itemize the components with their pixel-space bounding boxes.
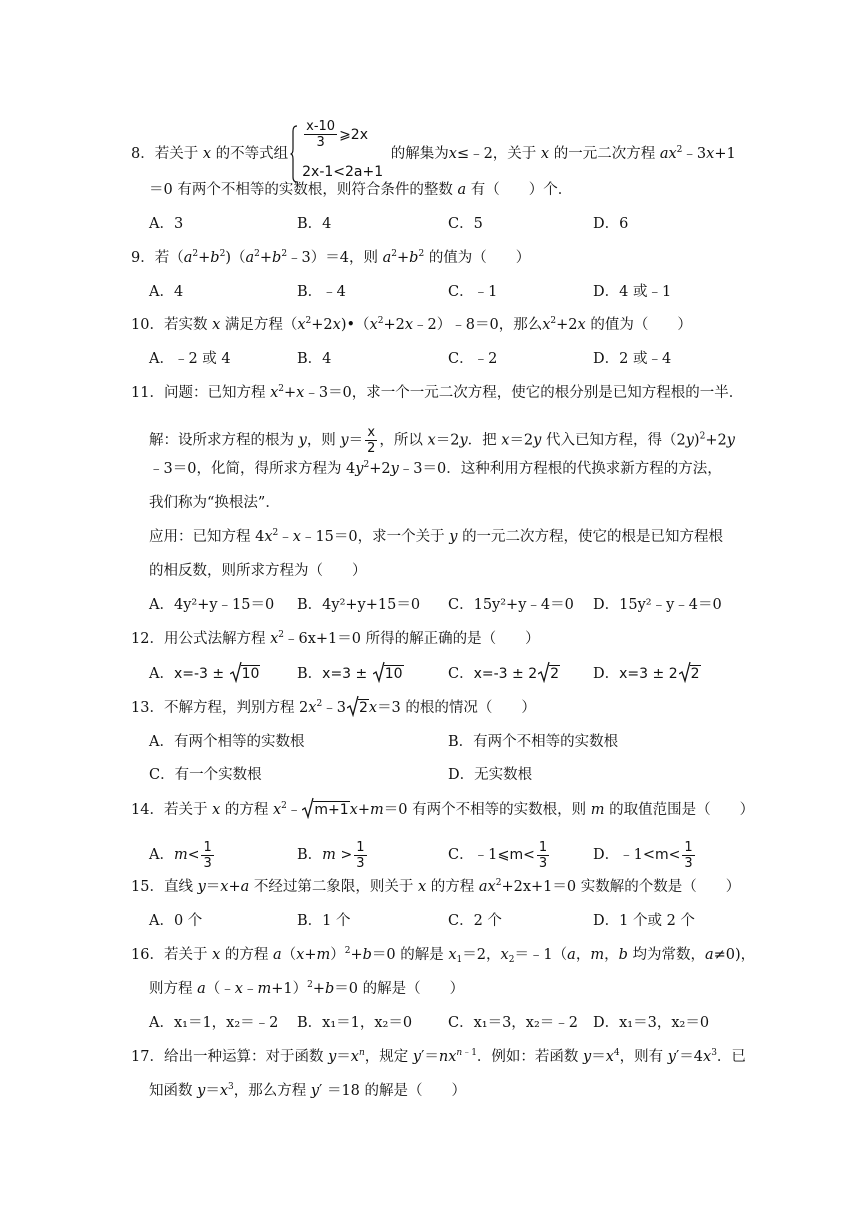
q11-option-b[interactable]: B．4y²+y+15＝0 [297,597,421,613]
q14-option-d[interactable]: D．﹣1<m< $\frac{1}{3}$ [593,839,693,871]
q8-text: 的不等式组 [215,146,289,162]
q16-option-d[interactable]: D．x₁＝3，x₂＝0 [593,1015,710,1031]
fraction: $\frac{x-10}{3}$ [306,119,336,150]
sqrt: m+1 [302,800,349,820]
sqrt: 2 [347,698,369,718]
q8-line1: 8．若关于 x 的不等式组 $\frac{x-10}{3}$ ⩾2x 2x-1<2a+1 的解集为x≤﹣2，关于 x 的一元二次方程 $ax^2﹣3x+1$ [131,125,736,183]
q8-option-c[interactable]: C．5 [448,216,483,232]
q16-line2: 则方程 a（﹣x﹣m+1）$^2$+b＝0 的解是（ ） [149,980,465,997]
q10-option-a[interactable]: A．﹣2 或 4 [149,351,231,367]
q8-option-d[interactable]: D．6 [593,216,629,232]
q9-option-a[interactable]: A．4 [149,284,184,300]
q13-option-b[interactable]: B．有两个不相等的实数根 [448,734,619,750]
q15-stem: 15．直线 y＝x+a 不经过第二象限，则关于 x 的方程 $ax^2+2x+1=0$ 实数解的个数是（ ） [131,878,741,895]
q17-line1: 17．给出一种运算：对于函数 $y=x^n$，规定 $y'=nx^{n﹣1}$．例如：若函数 $y=x^4$，则有 $y'=4x^3$．已 [131,1048,746,1065]
q11-line6: 的相反数，则所求方程为（ ） [149,563,367,579]
q14-option-b[interactable]: B．m > $\frac{1}{3}$ [297,839,365,871]
q15-option-a[interactable]: A．0 个 [149,913,203,929]
q12-option-d[interactable]: D．x=3 ± 2 2 [593,664,701,684]
q16-option-c[interactable]: C．x₁＝3，x₂＝﹣2 [448,1015,579,1031]
q8-text: 8．若关于 [131,146,199,162]
q10-option-b[interactable]: B．4 [297,351,332,367]
q17-line2: 知函数 $y=x^3$，那么方程 y′ ＝18 的解是（ ） [149,1082,467,1099]
q8-text: 的解集为 [390,146,449,162]
q9-stem: 9．若$(a^2+b^2)(a^2+b^2﹣3)=4$，则 $a^2+b^2$ 的值为（ ） [131,249,531,266]
q11-line2: 解：设所求方程的根为 y，则 y＝ $\frac{x}{2}$ ，所以 x＝2y．把 x＝2y 代入已知方程，得（2y)$^2$+2y [149,425,735,456]
q8-option-a[interactable]: A．3 [149,216,184,232]
q11-line4: 我们称为“换根法”． [149,495,280,511]
q9-option-d[interactable]: D．4 或﹣1 [593,284,672,300]
sqrt: 2 [538,664,560,684]
q9-option-b[interactable]: B．﹣4 [297,284,346,300]
q10-stem: 10．若实数 x 满足方程$(x^2+2x)•(x^2+2x﹣2)﹣8=0$，那么$x^2+2x$ 的值为（ ） [131,316,692,333]
q13-option-d[interactable]: D．无实数根 [448,767,533,783]
sqrt: 10 [230,664,261,684]
fraction: $\frac{1}{3}$ [684,839,693,871]
q15-option-b[interactable]: B．1 个 [297,913,351,929]
q14-option-a[interactable]: A．m< $\frac{1}{3}$ [149,839,212,871]
q14-stem: 14．若关于 x 的方程 $x^2﹣$ m+1x+m＝0 有两个不相等的实数根，则 m 的取值范围是（ ） [131,800,754,820]
q16-line1: 16．若关于 x 的方程 $a(x+m)^2+b=0$ 的解是 $x_1=2$，$x_2=﹣1(a$，m，b 均为常数，a≠0)， [131,946,756,965]
sqrt: 10 [373,664,404,684]
q14-option-c[interactable]: C．﹣1⩽m< $\frac{1}{3}$ [448,839,548,871]
q12-option-a[interactable]: A．x=-3 ± 10 [149,664,260,684]
fraction: $\frac{1}{3}$ [538,839,548,871]
q16-option-a[interactable]: A．x₁＝1，x₂＝﹣2 [149,1015,279,1031]
q11-option-c[interactable]: C．15y²+y﹣4＝0 [448,597,574,613]
sqrt: 2 [679,664,701,684]
q9-option-c[interactable]: C．﹣1 [448,284,498,300]
q15-option-c[interactable]: C．2 个 [448,913,502,929]
q10-option-c[interactable]: C．﹣2 [448,351,498,367]
q15-option-d[interactable]: D．1 个或 2 个 [593,913,695,929]
q8-option-b[interactable]: B．4 [297,216,332,232]
q11-option-a[interactable]: A．4y²+y﹣15＝0 [149,597,275,613]
q11-line5: 应用：已知方程 $4x^2﹣x﹣15=0$，求一个关于 y 的一元二次方程，使它的根是已知方程根 [149,528,724,545]
fraction: $\frac{1}{3}$ [356,839,365,871]
brace-icon [290,125,298,183]
fraction: $\frac{x}{2}$ [367,425,376,456]
inequality-system: $\frac{x-10}{3}$ ⩾2x 2x-1<2a+1 [290,125,384,183]
q11-line1: 11．问题：已知方程 $x^2+x﹣3=0$，求一个一元二次方程，使它的根分别是已知方程根的一半． [131,384,744,401]
q10-option-d[interactable]: D．2 或﹣4 [593,351,672,367]
q16-option-b[interactable]: B．x₁＝1，x₂＝0 [297,1015,413,1031]
q8-line2: ＝0 有两个不相等的实数根，则符合条件的整数 a 有（ ）个． [149,182,573,198]
q12-option-c[interactable]: C．x=-3 ± 2 2 [448,664,560,684]
q13-option-c[interactable]: C．有一个实数根 [149,767,262,783]
q13-stem: 13．不解方程，判别方程 $2x^2﹣3$ 2x＝3 的根的情况（ ） [131,698,536,718]
q12-option-b[interactable]: B．x=3 ± 10 [297,664,404,684]
q12-stem: 12．用公式法解方程 $x^2﹣6x+1=0$ 所得的解正确的是（ ） [131,630,540,647]
q11-option-d[interactable]: D．15y²﹣y﹣4＝0 [593,597,722,613]
q13-option-a[interactable]: A．有两个相等的实数根 [149,734,305,750]
q11-line3: ﹣3＝0，化简，得所求方程为 $4y^2+2y﹣3=0$．这种利用方程根的代换求新方程的方法， [149,460,722,477]
fraction: $\frac{1}{3}$ [203,839,212,871]
var-x: x [202,146,212,162]
